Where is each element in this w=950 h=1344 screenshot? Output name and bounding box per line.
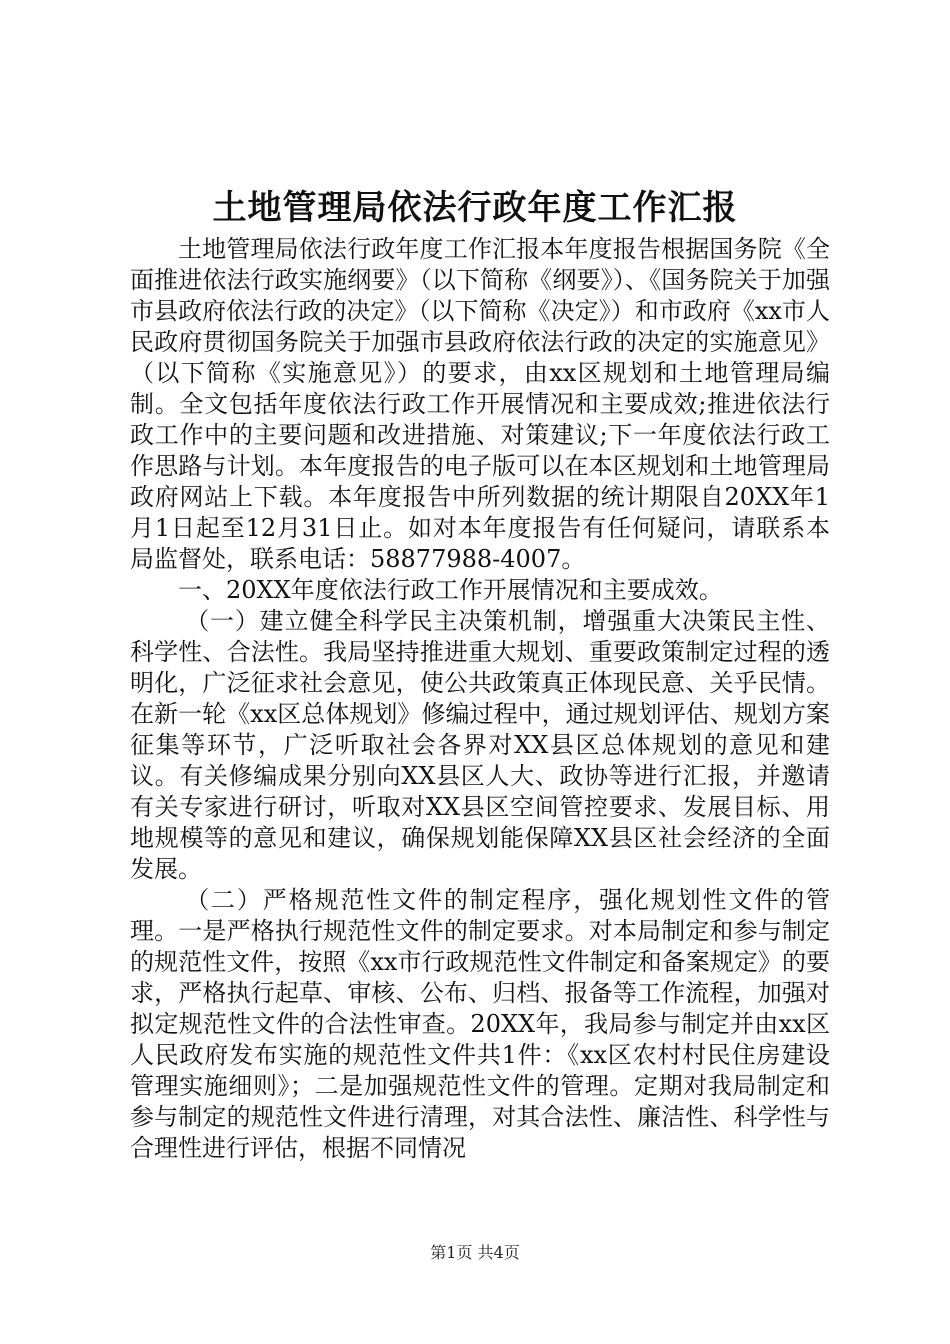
page-number-footer: 第1页 共4页 (430, 1243, 520, 1262)
paragraph-intro: 土地管理局依法行政年度工作汇报本年度报告根据国务院《全面推进依法行政实施纲要》（以下简称《纲要》）、《国务院关于加强市县政府依法行政的决定》（以下简称《决定》）和市政府《xx市人民政府贯彻国务院关于加强市县政府依法行政的决定的实施意见》（以下简称《实施意见》）的要求，由xx区规划和土地管理局编制。全文包括年度依法行政工作开展情况和主要成效;推进依法行政工作中的主要问题和改进措施、对策建议;下一年度依法行政工作思路与计划。本年度报告的电子版可以在本区规划和土地管理局政府网站上下载。本年度报告中所列数据的统计期限自20XX年1月1日起至12月31日止。如对本年度报告有任何疑问，请联系本局监督处，联系电话：58877988-4007。 (130, 235, 830, 573)
section-heading-1: 一、20XX年度依法行政工作开展情况和主要成效。 (178, 576, 723, 604)
document-body (130, 234, 830, 1164)
paragraph-subsection-1: （一）建立健全科学民主决策机制，增强重大决策民主性、科学性、合法性。我局坚持推进重大规划、重要政策制定过程的透明化，广泛征求社会意见，使公共政策真正体现民意、关乎民情。在新一轮《xx区总体规划》修编过程中，通过规划评估、规划方案征集等环节，广泛听取社会各界对XX县区总体规划的意见和建议。有关修编成果分别向XX县区人大、政协等进行汇报，并邀请有关专家进行研讨，听取对XX县区空间管控要求、发展目标、用地规模等的意见和建议，确保规划能保障XX县区社会经济的全面发展。 (130, 607, 830, 883)
paragraph-subsection-2: （二）严格规范性文件的制定程序，强化规划性文件的管理。一是严格执行规范性文件的制定要求。对本局制定和参与制定的规范性文件，按照《xx市行政规范性文件制定和备案规定》的要求，严格执行起草、审核、公布、归档、报备等工作流程，加强对拟定规范性文件的合法性审查。20XX年，我局参与制定并由xx区人民政府发布实施的规范性文件共1件：《xx区农村村民住房建设管理实施细则》；二是加强规范性文件的管理。定期对我局制定和参与制定的规范性文件进行清理，对其合法性、廉洁性、科学性与合理性进行评估，根据不同情况 (130, 886, 830, 1162)
document-title: 土地管理局依法行政年度工作汇报 (212, 188, 738, 228)
